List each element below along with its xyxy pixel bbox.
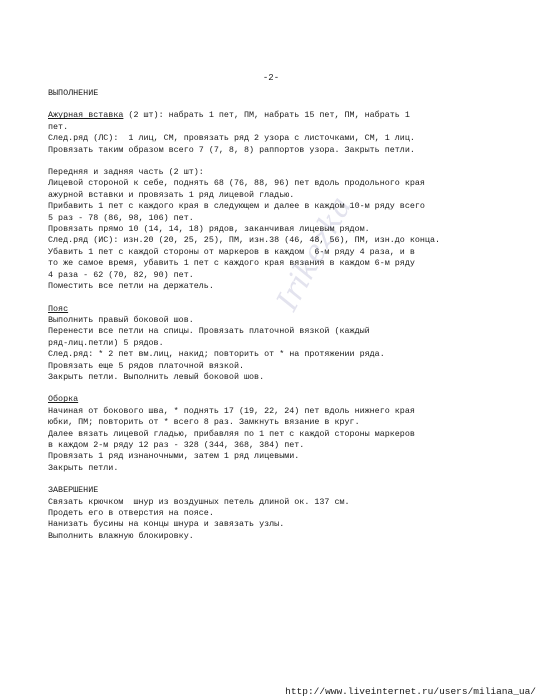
insert-heading-rest: (2 шт): набрать 1 пет, ПМ, набрать 15 пет, ПМ, набрать 1 xyxy=(123,110,410,121)
front-back-line: Лицевой стороной к себе, поднять 68 (76, 88, 96) пет вдоль продольного края xyxy=(48,178,425,189)
belt-line: ряд-лиц.петли) 5 рядов. xyxy=(48,337,164,348)
front-back-line: След.ряд (ИС): изн.20 (20, 25, 25), ПМ, изн.38 (46, 48, 56), ПМ, изн.до конца. xyxy=(48,235,441,246)
front-back-line: то же самое время, убавить 1 пет с каждого края вязания в каждом 6-м ряду xyxy=(48,258,415,269)
belt-line: Выполнить правый боковой шов. xyxy=(48,314,194,325)
document-body xyxy=(48,88,508,542)
watermark: Irikezka xyxy=(270,190,359,317)
page-number: -2- xyxy=(262,73,280,83)
belt-line: Закрыть петли. Выполнить левый боковой шов. xyxy=(48,371,265,382)
finishing-line: Связать крючком шнур из воздушных петель длиной ок. 137 см. xyxy=(48,496,350,507)
front-back-line: Прибавить 1 пет с каждого края в следующем и далее в каждом 10-м ряду всего xyxy=(48,201,425,212)
frill-line: Начиная от бокового шва, * поднять 17 (19, 22, 24) пет вдоль нижнего края xyxy=(48,405,415,416)
frill-line: в каждом 2-м ряду 12 раз - 328 (344, 368, 384) пет. xyxy=(48,439,305,450)
frill-line: Закрыть петли. xyxy=(48,462,119,473)
footer-url: http://www.liveinternet.ru/users/miliana_ua/ xyxy=(285,686,536,697)
belt-line: След.ряд: * 2 пет вм.лиц, накид; повторить от * на протяжении ряда. xyxy=(48,349,385,360)
frill-line: Провязать 1 ряд изнаночными, затем 1 ряд лицевыми. xyxy=(48,451,300,462)
finishing-line: Нанизать бусины на концы шнура и завязать узлы. xyxy=(48,519,285,530)
finishing-line: Продеть его в отверстия на поясе. xyxy=(48,508,214,518)
insert-line: След.ряд (ЛС): 1 лиц, СМ, провязать ряд 2 узора с листочками, СМ, 1 лиц. xyxy=(48,133,415,144)
front-back-line: 4 раза - 62 (70, 82, 90) пет. xyxy=(48,269,194,280)
finishing-heading: ЗАВЕРШЕНИЕ xyxy=(48,485,99,496)
insert-line: пет. xyxy=(48,121,69,132)
front-back-line: 5 раз - 78 (86, 98, 106) пет. xyxy=(48,212,194,223)
frill-line: Далее вязать лицевой гладью, прибавляя по 1 пет с каждой стороны маркеров xyxy=(48,428,415,439)
front-back-line: Провязать прямо 10 (14, 14, 18) рядов, заканчивая лицевым рядом. xyxy=(48,224,370,235)
front-back-line: Убавить 1 пет с каждой стороны от маркеров в каждом 6-м ряду 4 раза, и в xyxy=(48,246,415,257)
document-title: ВЫПОЛНЕНИЕ xyxy=(48,88,99,98)
front-back-line: Поместить все петли на держатель. xyxy=(48,281,214,292)
belt-line: Провязать еще 5 рядов платочной вязкой. xyxy=(48,360,245,371)
front-back-heading: Передняя и задняя часть (2 шт): xyxy=(48,167,204,178)
frill-heading: Оборка xyxy=(48,394,79,405)
insert-heading: Ажурная вставка xyxy=(48,110,124,121)
finishing-line: Выполнить влажную блокировку. xyxy=(48,530,194,541)
belt-heading: Пояс xyxy=(48,303,69,314)
front-back-line: ажурной вставки и провязать 1 ряд лицевой гладью. xyxy=(48,189,295,200)
insert-line: Провязать таким образом всего 7 (7, 8, 8) раппортов узора. Закрыть петли. xyxy=(48,144,415,155)
frill-line: юбки, ПМ; повторить от * всего 8 раз. Замкнуть вязание в круг. xyxy=(48,417,360,428)
belt-line: Перенести все петли на спицы. Провязать платочной вязкой (каждый xyxy=(48,326,370,337)
insert-first-line xyxy=(48,110,508,121)
